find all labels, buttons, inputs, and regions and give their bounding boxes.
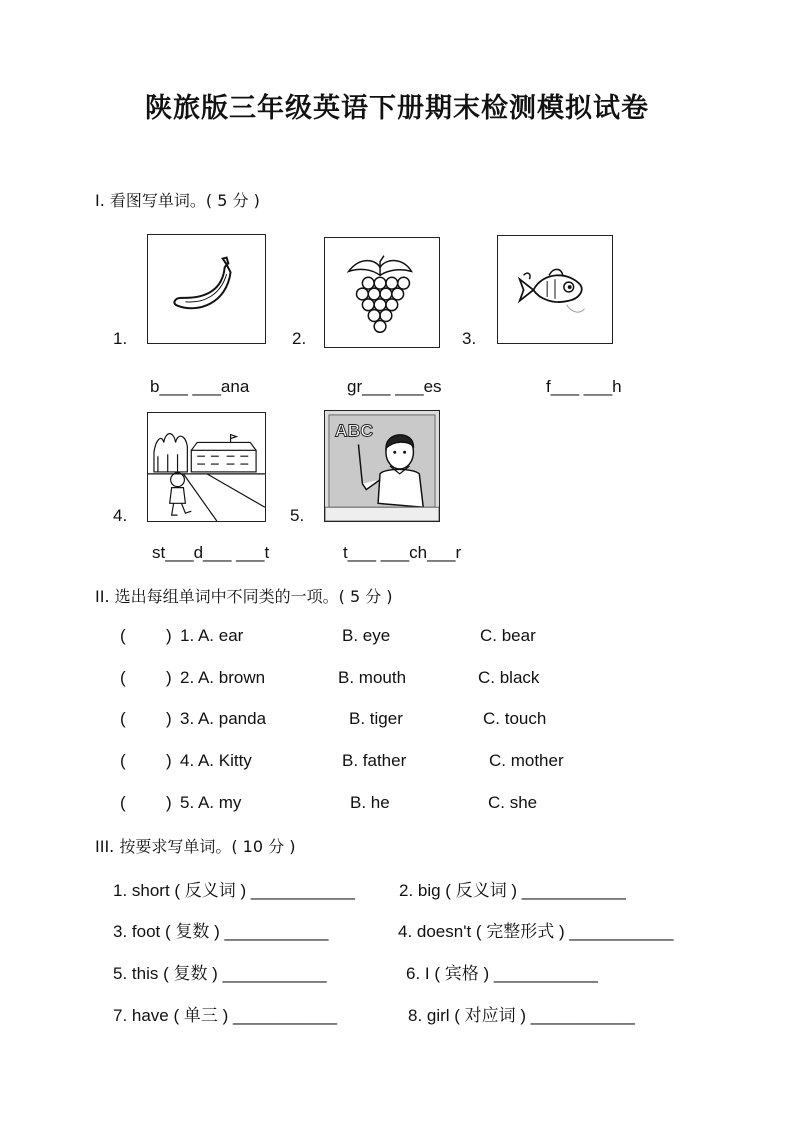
answer-blank-close: ) [166,709,172,728]
option-b: B. mouth [338,668,407,687]
option-c: C. she [488,793,538,812]
answer-blank-close: ) [166,793,172,812]
option-c: C. touch [483,709,547,728]
transform-item[interactable]: 4. doesn't ( 完整形式 ) ___________ [398,922,674,941]
item-1-number: 1. [113,329,128,348]
teacher-picture [324,410,440,522]
transform-item[interactable]: 6. I ( 宾格 ) ___________ [406,964,598,983]
option-c: C. mother [489,751,564,770]
transform-item[interactable]: 2. big ( 反义词 ) ___________ [399,881,626,900]
transform-item[interactable]: 8. girl ( 对应词 ) ___________ [408,1006,635,1025]
item-4-hint: st___d___ ___t [152,543,270,562]
student-picture [147,412,266,522]
board-text: ABC [334,420,374,441]
option-a: 3. A. panda [180,709,267,728]
item-5-hint: t___ ___ch___r [343,543,462,562]
fish-icon [498,236,612,343]
option-a: 4. A. Kitty [180,751,252,770]
answer-blank-close: ) [166,751,172,770]
option-a: 5. A. my [180,793,242,812]
page-title: 陕旅版三年级英语下册期末检测模拟试卷 [145,93,649,124]
student-school-icon [148,413,265,521]
option-b: B. he [350,793,390,812]
option-c: C. bear [480,626,536,645]
answer-blank-open[interactable]: ( [120,751,126,770]
answer-blank-open[interactable]: ( [120,626,126,645]
item-2-number: 2. [292,329,307,348]
fish-picture [497,235,613,344]
section-1-heading: I. 看图写单词。( 5 分 ) [95,191,260,210]
item-3-hint: f___ ___h [546,377,622,396]
banana-picture [147,234,266,344]
item-5-number: 5. [290,506,305,525]
grapes-icon [325,238,439,347]
transform-item[interactable]: 1. short ( 反义词 ) ___________ [113,881,355,900]
answer-blank-close: ) [166,668,172,687]
item-4-number: 4. [113,506,128,525]
section-2-heading: II. 选出每组单词中不同类的一项。( 5 分 ) [95,587,393,606]
option-c: C. black [478,668,540,687]
banana-icon [148,235,265,343]
item-3-number: 3. [462,329,477,348]
option-a: 1. A. ear [180,626,244,645]
answer-blank-open[interactable]: ( [120,793,126,812]
answer-blank-open[interactable]: ( [120,668,126,687]
option-a: 2. A. brown [180,668,266,687]
transform-item[interactable]: 5. this ( 复数 ) ___________ [113,964,327,983]
transform-item[interactable]: 3. foot ( 复数 ) ___________ [113,922,329,941]
grapes-picture [324,237,440,348]
transform-item[interactable]: 7. have ( 单三 ) ___________ [113,1006,337,1025]
option-b: B. father [342,751,407,770]
section-3-heading: III. 按要求写单词。( 10 分 ) [95,837,296,856]
teacher-icon [325,411,439,521]
answer-blank-open[interactable]: ( [120,709,126,728]
option-b: B. tiger [349,709,403,728]
item-1-hint: b___ ___ana [150,377,250,396]
item-2-hint: gr___ ___es [347,377,442,396]
answer-blank-close: ) [166,626,172,645]
option-b: B. eye [342,626,391,645]
